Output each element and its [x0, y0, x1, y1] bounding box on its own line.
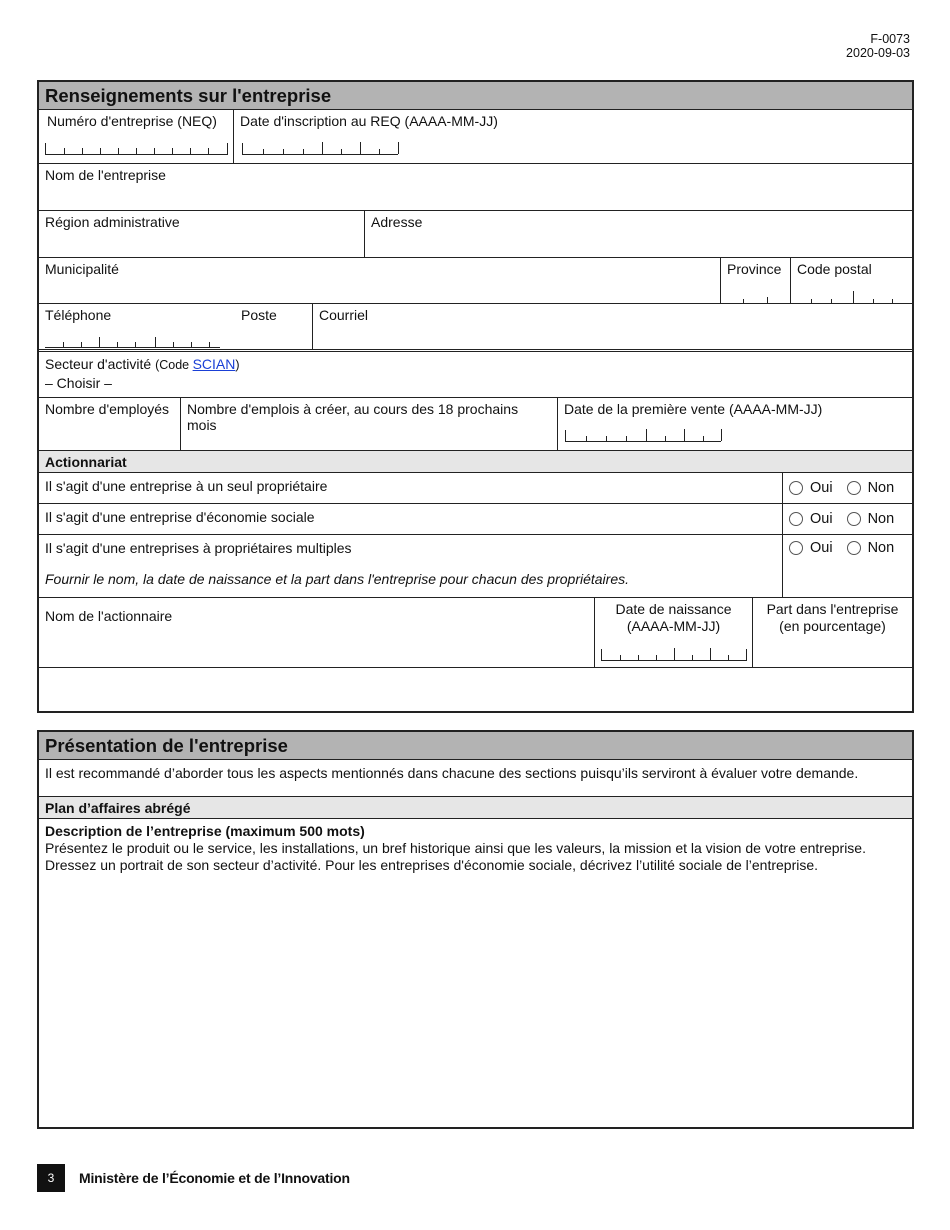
yes-label: Oui	[810, 511, 833, 527]
neq-field[interactable]	[39, 110, 233, 163]
ownership-title: Actionnariat	[39, 451, 912, 473]
address-label: Adresse	[371, 214, 423, 230]
form-date: 2020-09-03	[846, 46, 910, 60]
jobs-label: Nombre d'emplois à créer, au cours des 18 prochains mois	[187, 401, 519, 433]
social-economy-row	[39, 504, 912, 535]
single-owner-question: Il s'agit d'une entreprise à un seul propriétaire	[45, 478, 328, 494]
neq-label: Numéro d'entreprise (NEQ)	[47, 113, 217, 129]
multiple-owners-row	[39, 535, 912, 598]
description-instruction-1: Présentez le produit ou le service, les installations, un bref historique ainsi que les valeurs, la mission et la vision de votre entreprise.	[45, 840, 866, 856]
owners-instruction: Fournir le nom, la date de naissance et la part dans l'entreprise pour chacun des propriétaires.	[45, 571, 630, 587]
email-label: Courriel	[319, 307, 369, 323]
shareholder-header-row	[39, 598, 912, 668]
social-economy-radios	[782, 504, 912, 534]
birth-date-label: Date de naissance	[615, 601, 732, 617]
address-field[interactable]	[364, 211, 912, 257]
form-header	[846, 32, 910, 60]
yes-label: Oui	[810, 480, 833, 496]
yes-label: Oui	[810, 540, 833, 556]
province-label: Province	[727, 261, 782, 277]
no-label: Non	[867, 511, 895, 527]
extension-field[interactable]	[235, 304, 312, 349]
sector-code-prefix: (Code	[155, 358, 193, 372]
scian-link[interactable]: SCIAN	[192, 356, 236, 372]
req-date-input-ticks[interactable]	[242, 143, 398, 155]
req-date-field[interactable]	[233, 110, 912, 163]
share-unit: (en pourcentage)	[779, 618, 886, 634]
share-field[interactable]	[752, 598, 912, 667]
municipality-row	[39, 258, 912, 304]
birth-date-input-ticks[interactable]	[601, 649, 747, 661]
company-presentation-section	[37, 730, 914, 1129]
ministry-name: Ministère de l’Économie et de l’Innovation	[79, 1170, 350, 1186]
radio-circle-icon[interactable]	[789, 541, 803, 555]
sector-label: Secteur d'activité	[45, 356, 152, 372]
email-field[interactable]	[312, 304, 912, 349]
municipality-label: Municipalité	[45, 261, 119, 277]
description-title: Description de l’entreprise (maximum 500 mots)	[45, 823, 365, 839]
single-owner-row	[39, 473, 912, 504]
municipality-field[interactable]	[39, 258, 720, 303]
region-label: Région administrative	[45, 214, 180, 230]
employees-row	[39, 398, 912, 451]
neq-row	[39, 110, 912, 164]
first-sale-label: Date de la première vente (AAAA-MM-JJ)	[564, 401, 823, 417]
radio-circle-icon[interactable]	[789, 512, 803, 526]
province-field[interactable]	[720, 258, 790, 303]
birth-date-format: (AAAA-MM-JJ)	[626, 618, 721, 634]
shareholder-entry-row[interactable]	[39, 668, 912, 712]
form-code: F-0073	[870, 32, 910, 46]
company-name-label: Nom de l'entreprise	[45, 167, 166, 183]
single-owner-radios	[782, 473, 912, 503]
radio-circle-icon[interactable]	[847, 512, 861, 526]
phone-field[interactable]	[39, 304, 235, 349]
first-sale-field[interactable]	[557, 398, 912, 450]
intro-row	[39, 760, 912, 797]
req-date-label: Date d'inscription au REQ (AAAA-MM-JJ)	[240, 113, 498, 129]
no-label: Non	[867, 540, 895, 556]
multiple-owners-no[interactable]	[847, 540, 895, 556]
single-owner-no[interactable]	[847, 480, 895, 496]
shareholder-name-field[interactable]	[39, 598, 594, 667]
company-info-section	[37, 80, 914, 713]
radio-circle-icon[interactable]	[789, 481, 803, 495]
sector-select[interactable]: – Choisir –	[45, 375, 112, 391]
multiple-owners-radio-cell	[782, 535, 912, 597]
social-economy-question: Il s'agit d'une entreprise d'économie sociale	[45, 509, 315, 525]
region-field[interactable]	[39, 211, 364, 257]
extension-label: Poste	[241, 307, 277, 323]
sector-code-suffix: )	[235, 358, 240, 372]
phone-label: Téléphone	[45, 307, 112, 323]
shareholder-name-label: Nom de l'actionnaire	[45, 608, 173, 624]
postal-code-field[interactable]	[790, 258, 912, 303]
region-address-row	[39, 211, 912, 258]
neq-input-ticks[interactable]	[45, 143, 228, 155]
share-label: Part dans l'entreprise	[766, 601, 899, 617]
social-economy-yes[interactable]	[789, 511, 833, 527]
phone-input-ticks[interactable]	[45, 338, 220, 348]
multiple-owners-yes[interactable]	[789, 540, 833, 556]
jobs-field[interactable]	[180, 398, 557, 450]
first-sale-input-ticks[interactable]	[565, 430, 721, 442]
employees-label: Nombre d'employés	[45, 401, 170, 417]
phone-row	[39, 304, 912, 352]
single-owner-yes[interactable]	[789, 480, 833, 496]
multiple-owners-question: Il s'agit d'une entreprises à propriétaires multiples	[45, 540, 352, 556]
section-title: Présentation de l'entreprise	[39, 732, 912, 760]
description-block[interactable]	[39, 819, 912, 877]
plan-title: Plan d’affaires abrégé	[39, 797, 912, 819]
sector-row	[39, 352, 912, 398]
employees-field[interactable]	[39, 398, 180, 450]
postal-label: Code postal	[797, 261, 872, 277]
page-number: 3	[37, 1164, 65, 1192]
section-title: Renseignements sur l'entreprise	[39, 82, 912, 110]
company-name-field[interactable]	[39, 164, 912, 210]
multiple-owners-radios	[783, 535, 912, 561]
birth-date-field[interactable]	[594, 598, 752, 667]
social-economy-no[interactable]	[847, 511, 895, 527]
radio-circle-icon[interactable]	[847, 481, 861, 495]
description-instruction-2: Dressez un portrait de son secteur d’activité. Pour les entreprises d'économie sociale, décrivez l’utilité sociale de l’entreprise.	[45, 857, 819, 873]
intro-text: Il est recommandé d’aborder tous les aspects mentionnés dans chacune des sections puisqu’ils serviront à évaluer votre demande.	[45, 765, 859, 781]
company-name-row	[39, 164, 912, 211]
no-label: Non	[867, 480, 895, 496]
sector-field[interactable]	[39, 352, 912, 397]
multiple-owners-cell	[39, 535, 782, 597]
radio-circle-icon[interactable]	[847, 541, 861, 555]
